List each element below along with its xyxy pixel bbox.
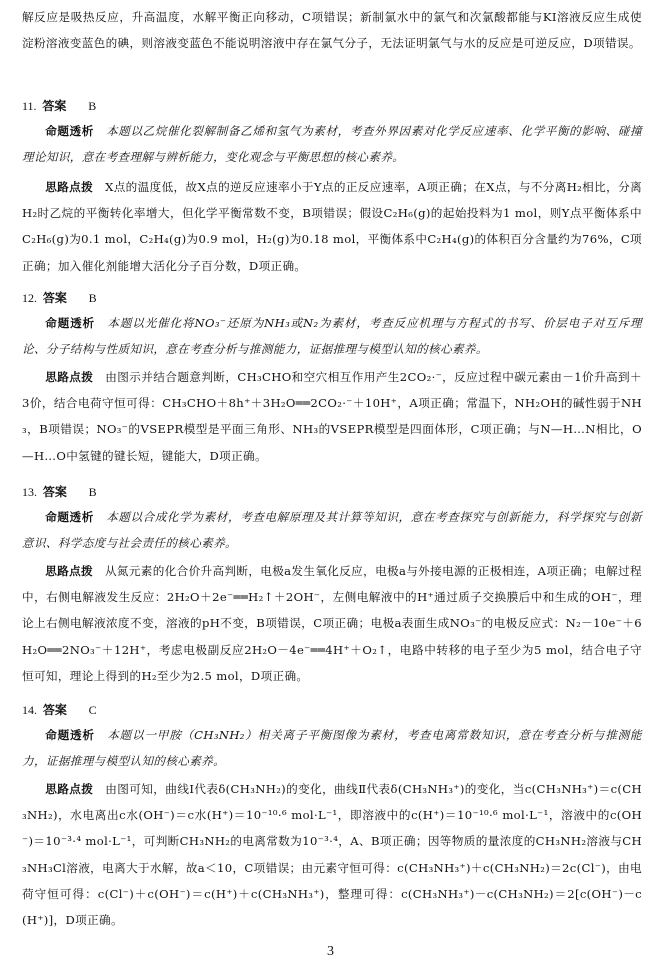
q13-hint-text: 从氮元素的化合价升高判断，电极a发生氧化反应，电极a与外接电源的正极相连，A项正确；电解过程中，右侧电解液发生反应：2H₂O＋2e⁻══H₂↑＋2OH⁻，左侧电解液中的H⁺通过质子交换膜后中和生成的OH⁻，理论上右侧电解液浓度不变，溶液的pH不变，B项错误，C项正确；电极a表面生成NO₃⁻的电极反应式：N₂－10e⁻＋6H₂O══2NO₃⁻＋12H⁺，考虑电极副反应2H₂O－4e⁻══4H⁺＋O₂↑，电路中转移的电子至少为5 mol，结合电子守恒可知，理论上得到的H₂至少为2.5 mol，D项正确。 — [22, 564, 642, 683]
page-number: 3 — [327, 944, 334, 959]
q11-analysis-label: 命题透析 — [45, 124, 94, 138]
q11-answer-label: 答案 — [42, 99, 67, 113]
q12-hint-label: 思路点拨 — [45, 370, 94, 384]
q14-hint-text: 由图可知，曲线Ⅰ代表δ(CH₃NH₂)的变化，曲线Ⅱ代表δ(CH₃NH₃⁺)的变化，当c(CH₃NH₃⁺)＝c(CH₃NH₂)，水电离出c水(OH⁻)＝c水(H⁺)＝10⁻¹⁰·⁶ mol·L⁻¹，即溶液中的c(H⁺)＝10⁻¹⁰·⁶ mol·L⁻¹，溶液中的c(OH⁻)＝10⁻³·⁴ mol·L⁻¹，可判断CH₃NH₂的电离常数为10⁻³·⁴，A、B项正确；因等物质的量浓度的CH₃NH₂溶液与CH₃NH₃Cl溶液，电离大于水解，故a＜10，C项错误；由元素守恒可得：c(CH₃NH₃⁺)＋c(CH₃NH₂)＝2c(Cl⁻)，由电荷守恒可得：c(Cl⁻)＋c(OH⁻)＝c(H⁺)＋c(CH₃NH₃⁺)，整理可得：c(CH₃NH₃⁺)－c(CH₃NH₂)＝2[c(OH⁻)－c(H⁺)]，D项正确。 — [22, 782, 642, 928]
q13-number: 13. — [22, 485, 37, 499]
q12-answer-key: B — [88, 291, 97, 305]
q11-number: 11. — [22, 99, 37, 113]
q12-hint — [22, 364, 642, 469]
q13-hint — [22, 558, 642, 689]
q14-hint — [22, 776, 642, 933]
q14-hint-label: 思路点拨 — [45, 782, 94, 796]
q11-hint — [22, 174, 642, 279]
q11-hint-text: X点的温度低，故X点的逆反应速率小于Y点的正反应速率，A项正确；在X点，与不分离H₂相比，分离H₂时乙烷的平衡转化率增大，但化学平衡常数不变，B项错误；假设C₂H₆(g)的起始投料为1 mol，则Y点平衡体系中C₂H₆(g)为0.1 mol，C₂H₄(g)为0.9 mol，H₂(g)为0.18 mol，平衡体系中C₂H₄(g)的体积百分含量约为76%，C项正确；加入催化剂能增大活化分子百分数，D项正确。 — [22, 180, 643, 273]
q14-analysis — [22, 722, 642, 774]
q13-analysis-text: 本题以合成化学为素材，考查电解原理及其计算等知识，意在考查探究与创新能力，科学探究与创新意识、科学态度与社会责任的核心素养。 — [22, 510, 642, 551]
q12-analysis — [22, 310, 642, 362]
continuation-paragraph: 解反应是吸热反应，升高温度，水解平衡正向移动，C项错误；新制氯水中的氯气和次氯酸都能与KI溶液反应生成使淀粉溶液变蓝色的碘，则溶液变蓝色不能说明溶液中存在氯气分子，无法证明氯气与水的反应是可逆反应，D项错误。 — [22, 10, 642, 51]
q14-analysis-label: 命题透析 — [45, 728, 95, 742]
q14-header — [22, 700, 97, 720]
q14-answer-key: C — [88, 703, 97, 717]
q11-header — [22, 96, 96, 116]
q14-number: 14. — [22, 703, 37, 717]
q13-answer-label: 答案 — [42, 485, 67, 499]
q14-analysis-text: 本题以一甲胺（CH₃NH₂）相关离子平衡图像为素材，考查电离常数知识，意在考查分析与推测能力，证据推理与模型认知的核心素养。 — [22, 728, 642, 769]
q14-answer-label: 答案 — [42, 703, 67, 717]
q12-number: 12. — [22, 291, 37, 305]
q12-answer-label: 答案 — [42, 291, 67, 305]
q13-answer-key: B — [88, 485, 97, 499]
q11-hint-label: 思路点拨 — [45, 180, 94, 194]
q13-analysis-label: 命题透析 — [45, 510, 94, 524]
q13-analysis — [22, 504, 642, 556]
q12-analysis-text: 本题以光催化将NO₃⁻还原为NH₃或N₂为素材，考查反应机理与方程式的书写、价层电子对互斥理论、分子结构与性质知识，意在考查分析与推测能力，证据推理与模型认知的核心素养。 — [22, 316, 642, 357]
q12-header — [22, 288, 97, 308]
q11-analysis — [22, 118, 642, 170]
q11-analysis-text: 本题以乙烷催化裂解制备乙烯和氢气为素材，考查外界因素对化学反应速率、化学平衡的影响、碰撞理论知识，意在考查理解与辨析能力，变化观念与平衡思想的核心素养。 — [22, 124, 642, 165]
q13-hint-label: 思路点拨 — [45, 564, 93, 578]
q11-answer-key: B — [88, 99, 97, 113]
q12-hint-text: 由图示并结合题意判断，CH₃CHO和空穴相互作用产生2CO₂·⁻，反应过程中碳元素由－1价升高到＋3价，结合电荷守恒可得：CH₃CHO＋8h⁺＋3H₂O══2CO₂·⁻＋10H⁺，A项正确；常温下，NH₂OH的碱性弱于NH₃，B项错误；NO₃⁻的VSEPR模型是平面三角形、NH₃的VSEPR模型是四面体形，C项正确；与N—H…N相比，O—H…O中氢键的键长短，键能大，D项正确。 — [22, 370, 642, 463]
q13-header — [22, 482, 97, 502]
q12-analysis-label: 命题透析 — [45, 316, 95, 330]
